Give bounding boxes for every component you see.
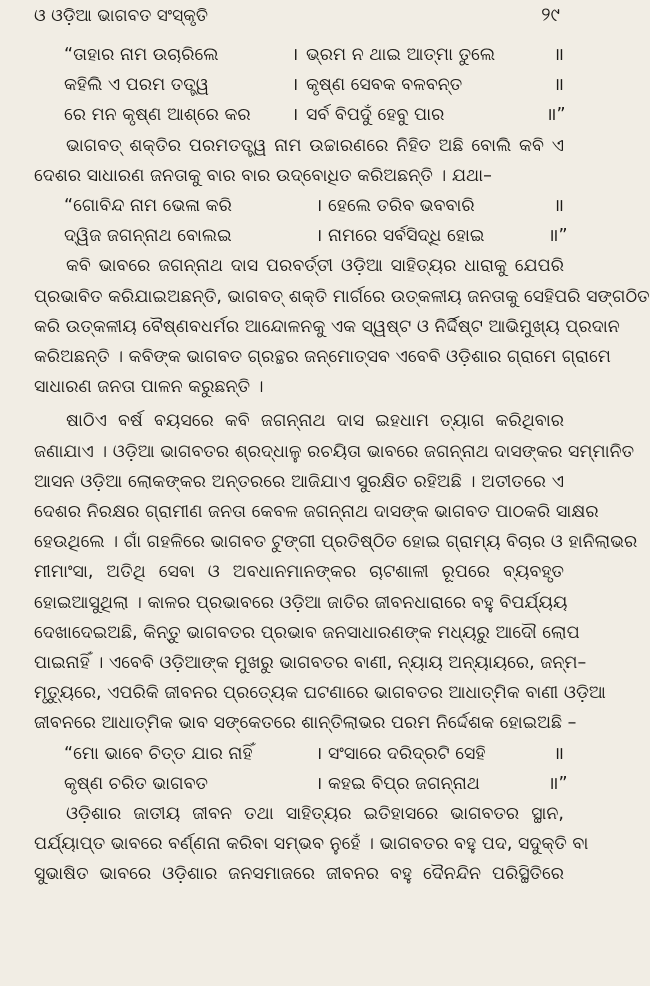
text-line: ଆସନ ଓଡ଼ିଆ ଲୋକଙ୍କର ଅନ୍ତରରେ ଆଜିଯାଏ ସୁରକ୍ଷିତ ରହିଅଛି । ଅତୀତରେ ଏ: [34, 471, 564, 492]
paragraph-2: [34, 251, 650, 402]
text-line: କବି ଭାବରେ ଜଗନ୍ନାଥ ଦାସ ପରବର୍ତ୍ତୀ ଓଡ଼ିଆ ସାହିତ୍ୟର ଧାରାକୁ ଯେପରି: [66, 256, 564, 277]
verse-left: “ତାହାର ନାମ ଉଚାରିଲେ: [64, 45, 219, 65]
verse-right: କୃଷ୍ଣ ସେବକ ବଳବନ୍ତ: [306, 75, 463, 96]
text-line: ପ୍ରଭାବିତ କରିଯାଇଅଛନ୍ତି, ଭାଗବତ୍ ଶକ୍ତି ମାର୍ଗରେ ଉତ୍କଳୀୟ ଜନତାକୁ ସେହିପରି ସଙ୍ଗଠିତ: [34, 286, 650, 307]
text-line: ଦେଶର ସାଧାରଣ ଜନତାକୁ ବାର ବାର ଉଦ୍‌ବୋଧିତ କରିଅଛନ୍ତି । ଯଥା–: [34, 165, 492, 186]
text-line: ଜୀବନରେ ଆଧାତ୍ମିକ ଭାବ ସଙ୍କେତରେ ଶାନ୍ତିଲାଭର ପରମ ନିର୍ଦ୍ଦେଶକ ହୋଇଅଛି –: [34, 713, 577, 734]
verse-end-mark: ॥: [553, 45, 564, 65]
verse-left: କୃଷ୍ଣ ଚରିତ ଭାଗବତ: [64, 773, 209, 794]
verse-line: [34, 70, 564, 100]
text-line: ପାଇନାହିଁ । ଏବେବି ଓଡ଼ିଆଙ୍କ ମୁଖରୁ ଭାଗବତର ବାଣୀ, ନ୍ୟାୟ ଅନ୍ୟାୟରେ, ଜନ୍ମ–: [34, 653, 587, 674]
verse-line: [34, 100, 564, 130]
verse-danda: ।: [315, 226, 323, 247]
text-line: ମୃତ୍ୟୁରେ, ଏପରିକି ଜୀବନର ପ୍ରତ୍ୟେକ ଘଟଣାରେ ଭାଗବତର ଆଧାତ୍ମିକ ବାଣୀ ଓଡ଼ିଆ: [34, 683, 606, 704]
verse-end-mark: ॥”: [548, 226, 568, 247]
verse-danda: ।: [291, 45, 299, 65]
text-line: ପର୍ଯ୍ୟାପ୍ତ ଭାବରେ ବର୍ଣ୍ଣନା କରିବା ସମ୍ଭବ ନୁହେଁ । ଭାଗବତର ବହୁ ପଦ, ସଦୁକ୍ତି ବା: [34, 834, 589, 855]
verse-line: [34, 769, 568, 799]
verse-right: କହଇ ବିପ୍ର ଜଗନ୍ନାଥ: [328, 773, 480, 794]
verse-line: [34, 739, 564, 769]
text-line: ସାଧାରଣ ଜନତା ପାଳନ କରୁଛନ୍ତି ।: [34, 377, 264, 398]
verse-left: କହିଲି ଏ ପରମ ତତ୍ତ୍ୱ: [64, 75, 209, 96]
verse-line: [34, 221, 568, 251]
verse-block-2: [34, 191, 568, 251]
verse-danda: ।: [315, 743, 323, 764]
text-line: ଭାଗବତ୍ ଶକ୍ତିର ପରମତତ୍ତ୍ୱ ନାମ ଉଚ୍ଚାରଣରେ ନିହିତ ଅଛି ବୋଲି କବି ଏ: [66, 135, 564, 156]
verse-line: [34, 191, 564, 221]
verse-right: ହେଲେ ତରିବ ଭବବାରି: [328, 196, 475, 217]
verse-left: ଦ୍ୱିଜ ଜଗନ୍ନାଥ ବୋଲଇ: [64, 226, 232, 247]
verse-right: ସଂସାରେ ଦରିଦ୍ରଟି ସେହି: [328, 743, 486, 764]
text-line: ଷାଠିଏ ବର୍ଷ ବୟସରେ କବି ଜଗନ୍ନାଥ ଦାସ ଇହଧାମ ତ୍ୟାଗ କରିଥିବାର: [66, 411, 564, 432]
text-line: ଦେଖାଦେଇଅଛି, କିନ୍ତୁ ଭାଗବତର ପ୍ରଭାବ ଜନସାଧାରଣଙ୍କ ମଧ୍ୟରୁ ଆଦୌ ଲୋପ: [34, 622, 580, 643]
page-body: [34, 40, 650, 890]
verse-left: “ଗୋବିନ୍ଦ ନାମ ଭେଳା କରି: [64, 196, 232, 217]
verse-left: “ମୋ ଭାବେ ଚିତ୍ତ ଯାର ନାହିଁ: [64, 743, 253, 764]
verse-end-mark: ॥: [553, 196, 564, 217]
verse-end-mark: ॥”: [548, 773, 568, 794]
verse-block-3: [34, 739, 568, 799]
verse-end-mark: ॥: [553, 75, 564, 96]
page-header: [34, 4, 564, 40]
verse-end-mark: ॥”: [546, 105, 566, 126]
paragraph-4: [34, 799, 589, 890]
verse-block-1: [34, 40, 564, 131]
verse-danda: ।: [315, 773, 323, 794]
text-line: କରିଅଛନ୍ତି । କବିଙ୍କ ଭାଗବତ ଗ୍ରନ୍ଥର ଜନ୍ମୋତ୍ସବ ଏବେବି ଓଡ଼ିଶାର ଗ୍ରାମେ ଗ୍ରାମେ: [34, 347, 611, 368]
verse-danda: ।: [291, 105, 299, 126]
text-line: ଜଣାଯାଏ । ଓଡ଼ିଆ ଭାଗବତର ଶ୍ରଦ୍ଧାଳୁ ରଚୟିତା ଭାବରେ ଜଗନ୍ନାଥ ଦାସଙ୍କର ସମ୍ମାନିତ: [34, 441, 635, 462]
verse-line: [34, 40, 564, 70]
verse-danda: ।: [291, 75, 299, 96]
verse-danda: ।: [315, 196, 323, 217]
text-line: ହୋଇଆସୁଥିଲା । କାଳର ପ୍ରଭାବରେ ଓଡ଼ିଆ ଜାତିର ଜୀବନଧାରାରେ ବହୁ ବିପର୍ଯ୍ୟୟ: [34, 592, 568, 613]
verse-right: ଭ୍ରମ ନ ଥାଇ ଆତ୍ମା ତୁଲେ: [306, 45, 496, 65]
verse-end-mark: ॥: [553, 743, 564, 764]
page-number: ୨୯: [541, 4, 560, 26]
text-line: ହେଉଥିଲେ । ଗାଁ ଗହଳିରେ ଭାଗବତ ଟୁଙ୍ଗୀ ପ୍ରତିଷ୍ଠିତ ହୋଇ ଗ୍ରାମ୍ୟ ବିଚାର ଓ ହାନିଲାଭର: [34, 532, 638, 553]
verse-left: ରେ ମନ କୃଷ୍ଣ ଆଶ୍ରେ କର: [64, 105, 251, 126]
text-line: ମୀମାଂସା, ଅତିଥି ସେବା ଓ ଅବଧାନମାନଙ୍କର ଚାଟଶାଳୀ ରୂପରେ ବ୍ୟବହୃତ: [34, 562, 564, 583]
text-line: କରି ଉତ୍କଳୀୟ ବୈଷ୍ଣବଧର୍ମର ଆନ୍ଦୋଳନକୁ ଏକ ସ୍ୱଷ୍ଟ ଓ ନିର୍ଦ୍ଦିଷ୍ଟ ଆଭିମୁଖ୍ୟ ପ୍ରଦାନ: [34, 316, 620, 337]
running-title: ଓ ଓଡ଼ିଆ ଭାଗବତ ସଂସ୍କୃତି: [34, 6, 208, 26]
paragraph-1: [34, 131, 564, 191]
text-line: ଓଡ଼ିଶାର ଜାତୀୟ ଜୀବନ ତଥା ସାହିତ୍ୟର ଇତିହାସରେ ଭାଗବତର ସ୍ଥାନ,: [66, 804, 564, 825]
verse-right: ସର୍ବ ବିପଦୁଁ ହେବୁ ପାର: [306, 105, 445, 126]
text-line: ସୁଭାଷିତ ଭାବରେ ଓଡ଼ିଶାର ଜନସମାଜରେ ଜୀବନର ବହୁ ଦୈନନ୍ଦିନ ପରିସ୍ଥିତିରେ: [34, 864, 564, 885]
text-line: ଦେଶର ନିରକ୍ଷର ଗ୍ରାମୀଣ ଜନତା କେବଳ ଜଗନ୍ନାଥ ଦାସଙ୍କ ଭାଗବତ ପାଠକରି ସାକ୍ଷର: [34, 502, 599, 523]
verse-right: ନାମରେ ସର୍ବସିଦ୍ଧି ହୋଇ: [328, 226, 485, 247]
paragraph-3: [34, 406, 638, 738]
